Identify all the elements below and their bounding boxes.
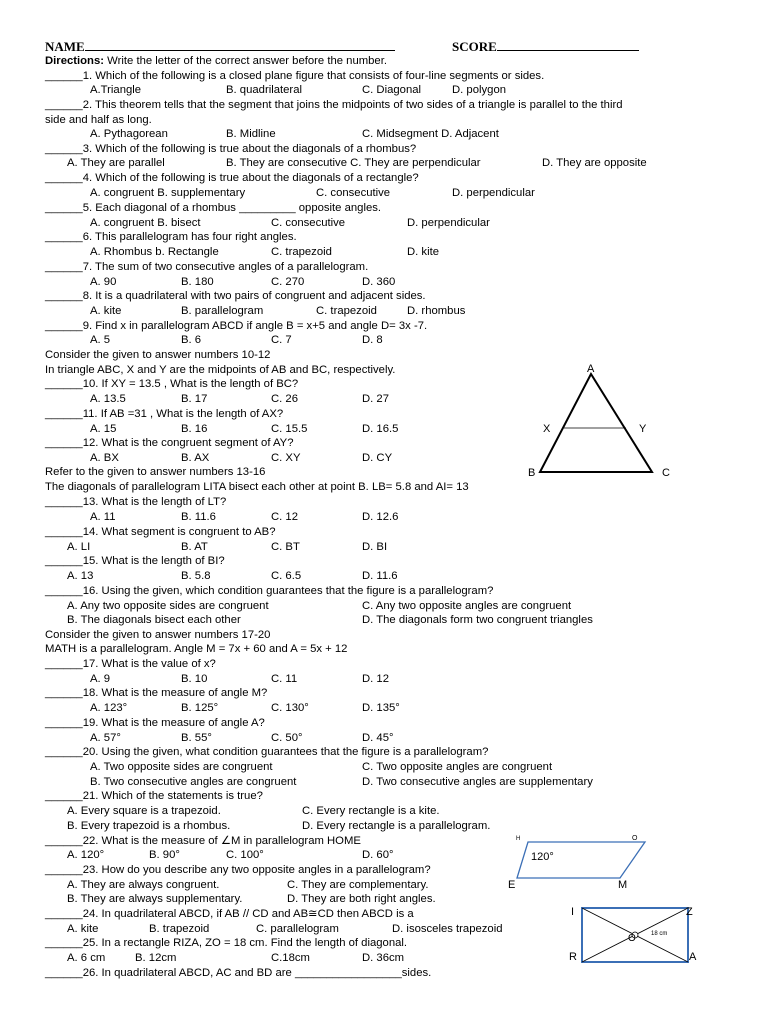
q17-option-b: B. 10 — [181, 673, 208, 685]
q7-option-c: C. 270 — [271, 276, 305, 288]
q17-option-a: A. 9 — [90, 673, 111, 685]
q2-option-b: B. Midline — [226, 128, 276, 140]
directions — [45, 55, 387, 68]
q25-option-a: A. 6 cm — [67, 952, 106, 964]
q20-option-a: A. Two opposite sides are congruent — [90, 761, 273, 773]
q2-option-a: A. Pythagorean — [90, 128, 168, 140]
q4-option-d: D. perpendicular — [452, 187, 535, 199]
score-blank[interactable] — [497, 39, 639, 51]
q8-option-c: C. trapezoid — [316, 305, 377, 317]
q22-option-b: B. 90° — [149, 849, 180, 861]
question-6: ______6. This parallelogram has four right angles. — [45, 231, 297, 243]
label-b: B — [528, 467, 536, 479]
q12-option-a: A. BX — [90, 452, 119, 464]
directions-label: Directions: — [45, 55, 105, 67]
q15-option-b: B. 5.8 — [181, 570, 211, 582]
q20-option-c: C. Two opposite angles are congruent — [362, 761, 553, 773]
question-25: ______25. In a rectangle RIZA, ZO = 18 cm. Find the length of diagonal. — [45, 937, 408, 949]
q17-option-c: C. 11 — [271, 673, 298, 685]
q11-option-b: B. 16 — [181, 423, 208, 435]
q11-option-a: A. 15 — [90, 423, 117, 435]
q7-option-a: A. 90 — [90, 276, 117, 288]
q13-option-b: B. 11.6 — [181, 511, 216, 523]
q13-option-c: C. 12 — [271, 511, 299, 523]
q23-option-a: A. They are always congruent. — [67, 879, 220, 891]
q10-option-a: A. 13.5 — [90, 393, 126, 405]
q8-option-a: A. kite — [90, 305, 122, 317]
q15-option-c: C. 6.5 — [271, 570, 302, 582]
q1-option-c: C. Diagonal — [362, 84, 422, 96]
q21-option-d: D. Every rectangle is a parallelogram. — [302, 820, 491, 832]
q11-option-d: D. 16.5 — [362, 423, 399, 435]
q24-option-b: B. trapezoid — [149, 923, 210, 935]
question-5: ______5. Each diagonal of a rhombus _________ opposite angles. — [45, 202, 382, 214]
q7-option-d: D. 360 — [362, 276, 396, 288]
question-8: ______8. It is a quadrilateral with two pairs of congruent and adjacent sides. — [45, 290, 426, 302]
q3-option-bc: B. They are consecutive C. They are perpendicular — [226, 157, 481, 169]
q16-option-d: D. The diagonals form two congruent triangles — [362, 614, 593, 626]
q25-option-d: D. 36cm — [362, 952, 405, 964]
q5-option-d: D. perpendicular — [407, 217, 490, 229]
q11-option-c: C. 15.5 — [271, 423, 308, 435]
q14-option-b: B. AT — [181, 541, 208, 553]
measure-label: 18 cm — [651, 931, 668, 937]
q21-option-c: C. Every rectangle is a kite. — [302, 805, 440, 817]
q4-option-c: C. consecutive — [316, 187, 391, 199]
question-26: ______26. In quadrilateral ABCD, AC and BD are _________________sides. — [45, 967, 432, 979]
q6-option-ab: A. Rhombus b. Rectangle — [90, 246, 219, 258]
section-10-12-heading: Consider the given to answer numbers 10-12 — [45, 349, 271, 361]
q21-option-b: B. Every trapezoid is a rhombus. — [67, 820, 231, 832]
q23-option-b: B. They are always supplementary. — [67, 893, 243, 905]
q18-option-c: C. 130° — [271, 702, 309, 714]
q24-option-c: C. parallelogram — [256, 923, 339, 935]
q18-option-d: D. 135° — [362, 702, 400, 714]
question-17: ______17. What is the value of x? — [45, 658, 216, 670]
score-field — [452, 39, 639, 53]
rectangle-riza-figure — [565, 903, 705, 969]
parallelogram-home-figure — [505, 832, 655, 892]
question-18: ______18. What is the measure of angle M? — [45, 687, 268, 699]
q13-option-d: D. 12.6 — [362, 511, 399, 523]
question-20: ______20. Using the given, what condition guarantees that the figure is a parallelogram? — [45, 746, 489, 758]
question-19: ______19. What is the measure of angle A? — [45, 717, 265, 729]
q23-option-d: D. They are both right angles. — [287, 893, 436, 905]
q19-option-b: B. 55° — [181, 732, 212, 744]
question-3: ______3. Which of the following is true about the diagonals of a rhombus? — [45, 143, 417, 155]
label-h: H — [516, 836, 521, 842]
question-23: ______23. How do you describe any two opposite angles in a parallelogram? — [45, 864, 431, 876]
q12-option-c: C. XY — [271, 452, 301, 464]
question-13: ______13. What is the length of LT? — [45, 496, 227, 508]
label-o2: O — [628, 933, 636, 944]
q14-option-a: A. LI — [67, 541, 91, 553]
q12-option-b: B. AX — [181, 452, 210, 464]
q23-option-c: C. They are complementary. — [287, 879, 429, 891]
triangle-abc — [540, 374, 652, 472]
q19-option-c: C. 50° — [271, 732, 303, 744]
q18-option-a: A. 123° — [90, 702, 128, 714]
section-17-20-heading: Consider the given to answer numbers 17-20 — [45, 629, 271, 641]
q14-option-d: D. BI — [362, 541, 388, 553]
label-a: A — [587, 363, 595, 375]
label-y: Y — [639, 423, 647, 435]
q3-option-d: D. They are opposite — [542, 157, 647, 169]
q12-option-d: D. CY — [362, 452, 393, 464]
angle-label: 120° — [531, 851, 554, 863]
q4-option-ab: A. congruent B. supplementary — [90, 187, 246, 199]
q20-option-d: D. Two consecutive angles are supplementary — [362, 776, 593, 788]
q14-option-c: C. BT — [271, 541, 300, 553]
q10-option-b: B. 17 — [181, 393, 208, 405]
q25-option-b: B. 12cm — [135, 952, 177, 964]
q9-option-c: C. 7 — [271, 334, 292, 346]
section-17-20-given: MATH is a parallelogram. Angle M = 7x + 60 and A = 5x + 12 — [45, 643, 348, 655]
q16-option-a: A. Any two opposite sides are congruent — [67, 600, 269, 612]
label-o: O — [632, 835, 638, 842]
question-1: ______1. Which of the following is a closed plane figure that consists of four-line segments or sides. — [45, 70, 545, 82]
q9-option-b: B. 6 — [181, 334, 202, 346]
q2-option-cd: C. Midsegment D. Adjacent — [362, 128, 499, 140]
q22-option-c: C. 100° — [226, 849, 264, 861]
name-label: NAME — [45, 39, 85, 54]
question-4: ______4. Which of the following is true about the diagonals of a rectangle? — [45, 172, 419, 184]
label-z: Z — [686, 906, 693, 918]
q17-option-d: D. 12 — [362, 673, 390, 685]
question-14: ______14. What segment is congruent to AB? — [45, 526, 276, 538]
label-m: M — [618, 879, 628, 891]
question-7: ______7. The sum of two consecutive angles of a parallelogram. — [45, 261, 369, 273]
q5-option-c: C. consecutive — [271, 217, 346, 229]
q21-option-a: A. Every square is a trapezoid. — [67, 805, 221, 817]
question-21: ______21. Which of the statements is true? — [45, 790, 263, 802]
q8-option-d: D. rhombus — [407, 305, 466, 317]
name-blank[interactable] — [85, 39, 395, 51]
label-x: X — [543, 423, 551, 435]
q6-option-c: C. trapezoid — [271, 246, 332, 258]
q20-option-b: B. Two consecutive angles are congruent — [90, 776, 297, 788]
question-24: ______24. In quadrilateral ABCD, if AB // CD and AB≅CD then ABCD is a — [45, 908, 414, 920]
q13-option-a: A. 11 — [90, 511, 116, 523]
question-10: ______10. If XY = 13.5 , What is the length of BC? — [45, 378, 299, 390]
label-i: I — [571, 906, 575, 918]
q1-option-d: D. polygon — [452, 84, 507, 96]
q9-option-a: A. 5 — [90, 334, 111, 346]
question-2: ______2. This theorem tells that the segment that joins the midpoints of two sides of a triangle is parallel to the third — [45, 99, 623, 111]
q19-option-d: D. 45° — [362, 732, 394, 744]
q7-option-b: B. 180 — [181, 276, 214, 288]
q8-option-b: B. parallelogram — [181, 305, 264, 317]
section-10-12-given: In triangle ABC, X and Y are the midpoints of AB and BC, respectively. — [45, 364, 396, 376]
q22-option-d: D. 60° — [362, 849, 394, 861]
section-13-16-heading: Refer to the given to answer numbers 13-16 — [45, 466, 266, 478]
q19-option-a: A. 57° — [90, 732, 121, 744]
question-2-cont: side and half as long. — [45, 114, 152, 126]
label-a2: A — [689, 951, 697, 963]
q15-option-d: D. 11.6 — [362, 570, 398, 582]
triangle-abc-figure — [524, 362, 674, 482]
q5-option-ab: A. congruent B. bisect — [90, 217, 201, 229]
q6-option-d: D. kite — [407, 246, 440, 258]
q15-option-a: A. 13 — [67, 570, 94, 582]
q3-option-a: A. They are parallel — [67, 157, 165, 169]
question-22: ______22. What is the measure of ∠M in parallelogram HOME — [45, 835, 361, 847]
label-e: E — [508, 879, 516, 891]
q1-option-b: B. quadrilateral — [226, 84, 302, 96]
q24-option-d: D. isosceles trapezoid — [392, 923, 503, 935]
question-15: ______15. What is the length of BI? — [45, 555, 225, 567]
q18-option-b: B. 125° — [181, 702, 219, 714]
q9-option-d: D. 8 — [362, 334, 383, 346]
q16-option-c: C. Any two opposite angles are congruent — [362, 600, 572, 612]
q24-option-a: A. kite — [67, 923, 99, 935]
question-16: ______16. Using the given, which condition guarantees that the figure is a parallelogram? — [45, 585, 494, 597]
q25-option-c: C.18cm — [271, 952, 310, 964]
question-12: ______12. What is the congruent segment of AY? — [45, 437, 294, 449]
label-r: R — [569, 951, 577, 963]
section-13-16-given: The diagonals of parallelogram LITA bisect each other at point B. LB= 5.8 and AI= 13 — [45, 481, 469, 493]
q22-option-a: A. 120° — [67, 849, 105, 861]
score-label: SCORE — [452, 39, 497, 54]
q10-option-c: C. 26 — [271, 393, 299, 405]
label-c: C — [662, 467, 670, 479]
q10-option-d: D. 27 — [362, 393, 390, 405]
question-11: ______11. If AB =31 , What is the length of AX? — [45, 408, 284, 420]
q16-option-b: B. The diagonals bisect each other — [67, 614, 241, 626]
question-9: ______9. Find x in parallelogram ABCD if angle B = x+5 and angle D= 3x -7. — [45, 320, 428, 332]
directions-text: Write the letter of the correct answer before the number. — [104, 55, 387, 67]
q1-option-a: A.Triangle — [90, 84, 142, 96]
name-field — [45, 39, 395, 53]
